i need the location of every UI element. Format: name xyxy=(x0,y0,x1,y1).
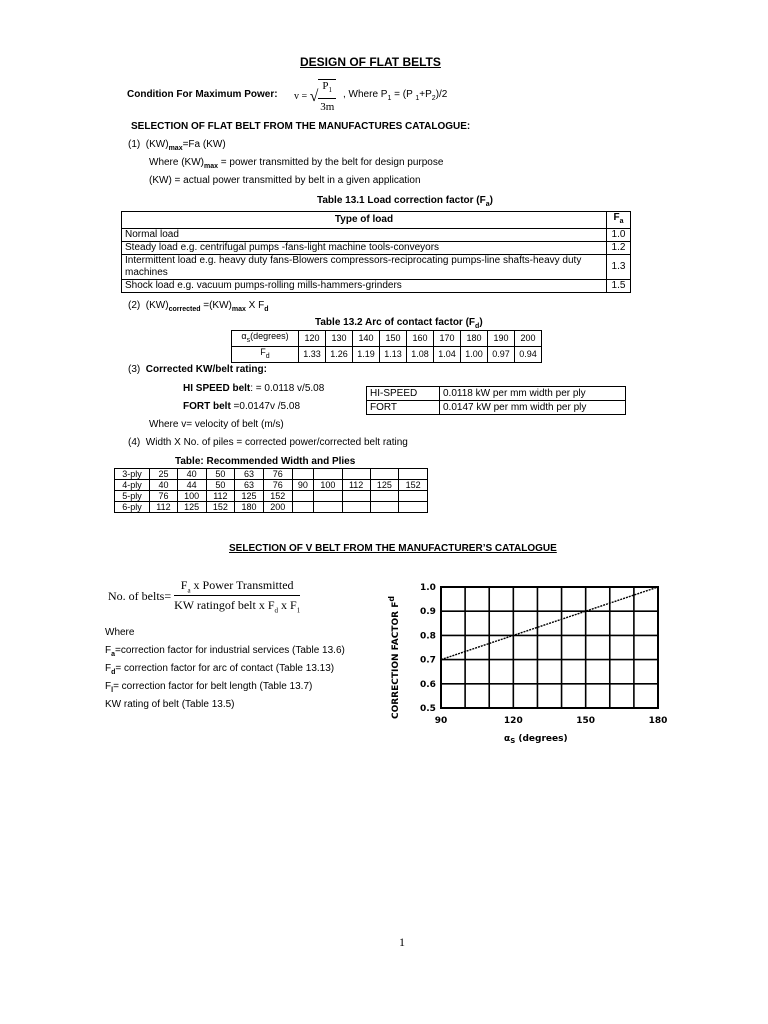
width-plies-table xyxy=(114,468,428,513)
chart-xtick-label: 150 xyxy=(576,716,596,726)
load-correction-table xyxy=(121,211,631,293)
table1-caption: Table 13.1 Load correction factor $(F_a)$ xyxy=(317,195,493,208)
belt-rating-table xyxy=(366,386,626,415)
chart-ytick-label: 0.7 xyxy=(420,655,436,666)
table2-caption: Table 13.2 Arc of contact factor $(F_d)$ xyxy=(315,317,483,330)
chart-xtick-label: 120 xyxy=(503,716,523,726)
table-row: Intermittent load e.g. heavy duty fans-Blowers compressors-reciprocating pumps-line shafts-heavy duty machines 1.3 xyxy=(122,255,631,280)
where-heading: Where xyxy=(105,627,135,638)
where-item-fd: $F_d=$ correction factor for arc of contact (Table 13.13) xyxy=(105,663,335,676)
condition-label: Condition For Maximum Power: xyxy=(127,89,278,100)
table-row: $\alpha_s(degrees)$ 120 130 140 150 160 170 180 190 200 xyxy=(232,331,542,347)
page-title: DESIGN OF FLAT BELTS xyxy=(300,55,441,69)
table-row: 6-ply 112 125 152 180 200 xyxy=(115,502,428,513)
step3-where: Where v= velocity of belt (m/s) xyxy=(149,419,284,430)
chart-ytick-label: 0.8 xyxy=(420,631,436,642)
chart-xtick-label: 180 xyxy=(648,716,668,726)
arc-angle-label: $\alpha_s(degrees)$ xyxy=(232,331,299,347)
where-item-kw: KW rating of belt (Table 13.5) xyxy=(105,699,235,710)
section-v-belt-heading: SELECTION OF V BELT FROM THE MANUFACTURER’S CATALOGUE xyxy=(229,543,557,554)
condition-where: , Where $P_1 = (P$ $_1+P_2)/2$ xyxy=(343,89,448,102)
table-row: Shock load e.g. vacuum pumps-rolling mills-hammers-grinders 1.5 xyxy=(122,280,631,293)
table-row: FORT 0.0147 kW per mm width per ply xyxy=(367,401,626,415)
table-row: Steady load e.g. centrifugal pumps -fans-light machine tools-conveyors 1.2 xyxy=(122,242,631,255)
chart-grid xyxy=(441,587,658,708)
chart-xlabel: $\alpha_S$ (degrees) xyxy=(504,734,568,745)
chart-yticks xyxy=(420,583,436,714)
table3-caption: Table: Recommended Width and Plies xyxy=(175,456,356,467)
table1-head-f: $F_a$ xyxy=(607,212,631,229)
arc-correction-chart xyxy=(382,578,672,748)
table-row: HI-SPEED 0.0118 kW per mm width per ply xyxy=(367,387,626,401)
fort-belt: FORT belt =0.0147v /5.08 xyxy=(183,401,301,412)
chart-ytick-label: 0.9 xyxy=(420,607,436,618)
chart-xtick-label: 90 xyxy=(434,716,448,726)
page-number: 1 xyxy=(399,935,405,949)
chart-xticks xyxy=(435,716,668,726)
chart-ytick-label: 0.6 xyxy=(420,679,436,690)
v-belt-formula: No. of belts= $\frac{F_a x Power Transmitted}{KW ratingof belt x F_d x F_1}$ xyxy=(108,578,301,615)
table-row: 3-ply 25 40 50 63 76 xyxy=(115,469,428,480)
velocity-formula: v = √ $\frac{P_1}{3m}$ xyxy=(294,80,335,114)
chart-frame xyxy=(441,587,658,708)
where-item-fl: $F_l=$ correction factor for belt length (Table 13.7) xyxy=(105,681,313,694)
step1-where1: Where $(KW)_{max}$ = power transmitted by the belt for design purpose xyxy=(149,157,444,170)
chart-ylabel: CORRECTION FACTOR Fd xyxy=(387,595,401,719)
step1-where2: (KW) = actual power transmitted by belt in a given application xyxy=(149,175,421,186)
arc-contact-table xyxy=(231,330,542,363)
table1-head-type: Type of load xyxy=(122,212,607,229)
section-flat-belt-heading: SELECTION OF FLAT BELT FROM THE MANUFACTURES CATALOGUE: xyxy=(131,121,471,132)
table-row: Normal load 1.0 xyxy=(122,229,631,242)
where-item-fa: $F_a=correction$ factor for industrial services (Table 13.6) xyxy=(105,645,345,658)
step3-heading: (3) Corrected KW/belt rating: xyxy=(128,364,267,375)
step4-text: (4) Width X No. of piles = corrected power/corrected belt rating xyxy=(128,437,408,448)
table-row: 5-ply 76 100 112 125 152 xyxy=(115,491,428,502)
step2-expr: (2) $(KW)_{corrected} =(KW)_{max}$ X $F_d$ xyxy=(128,300,269,313)
chart-ytick-label: 0.5 xyxy=(420,704,436,714)
step1-expr: (1) $(KW)_{max}=Fa$ (KW) xyxy=(128,139,226,152)
table-row: 4-ply 40 44 50 63 76 90 100 112 125 152 xyxy=(115,480,428,491)
table-row: $F_d$ 1.33 1.26 1.19 1.13 1.08 1.04 1.00 0.97 0.94 xyxy=(232,346,542,362)
chart-ytick-label: 1.0 xyxy=(420,583,436,593)
hi-speed-belt: HI SPEED belt: = 0.0118 v/5.08 xyxy=(183,383,325,394)
arc-factor-label: $F_d$ xyxy=(232,346,299,362)
chart-series-line xyxy=(441,587,658,660)
